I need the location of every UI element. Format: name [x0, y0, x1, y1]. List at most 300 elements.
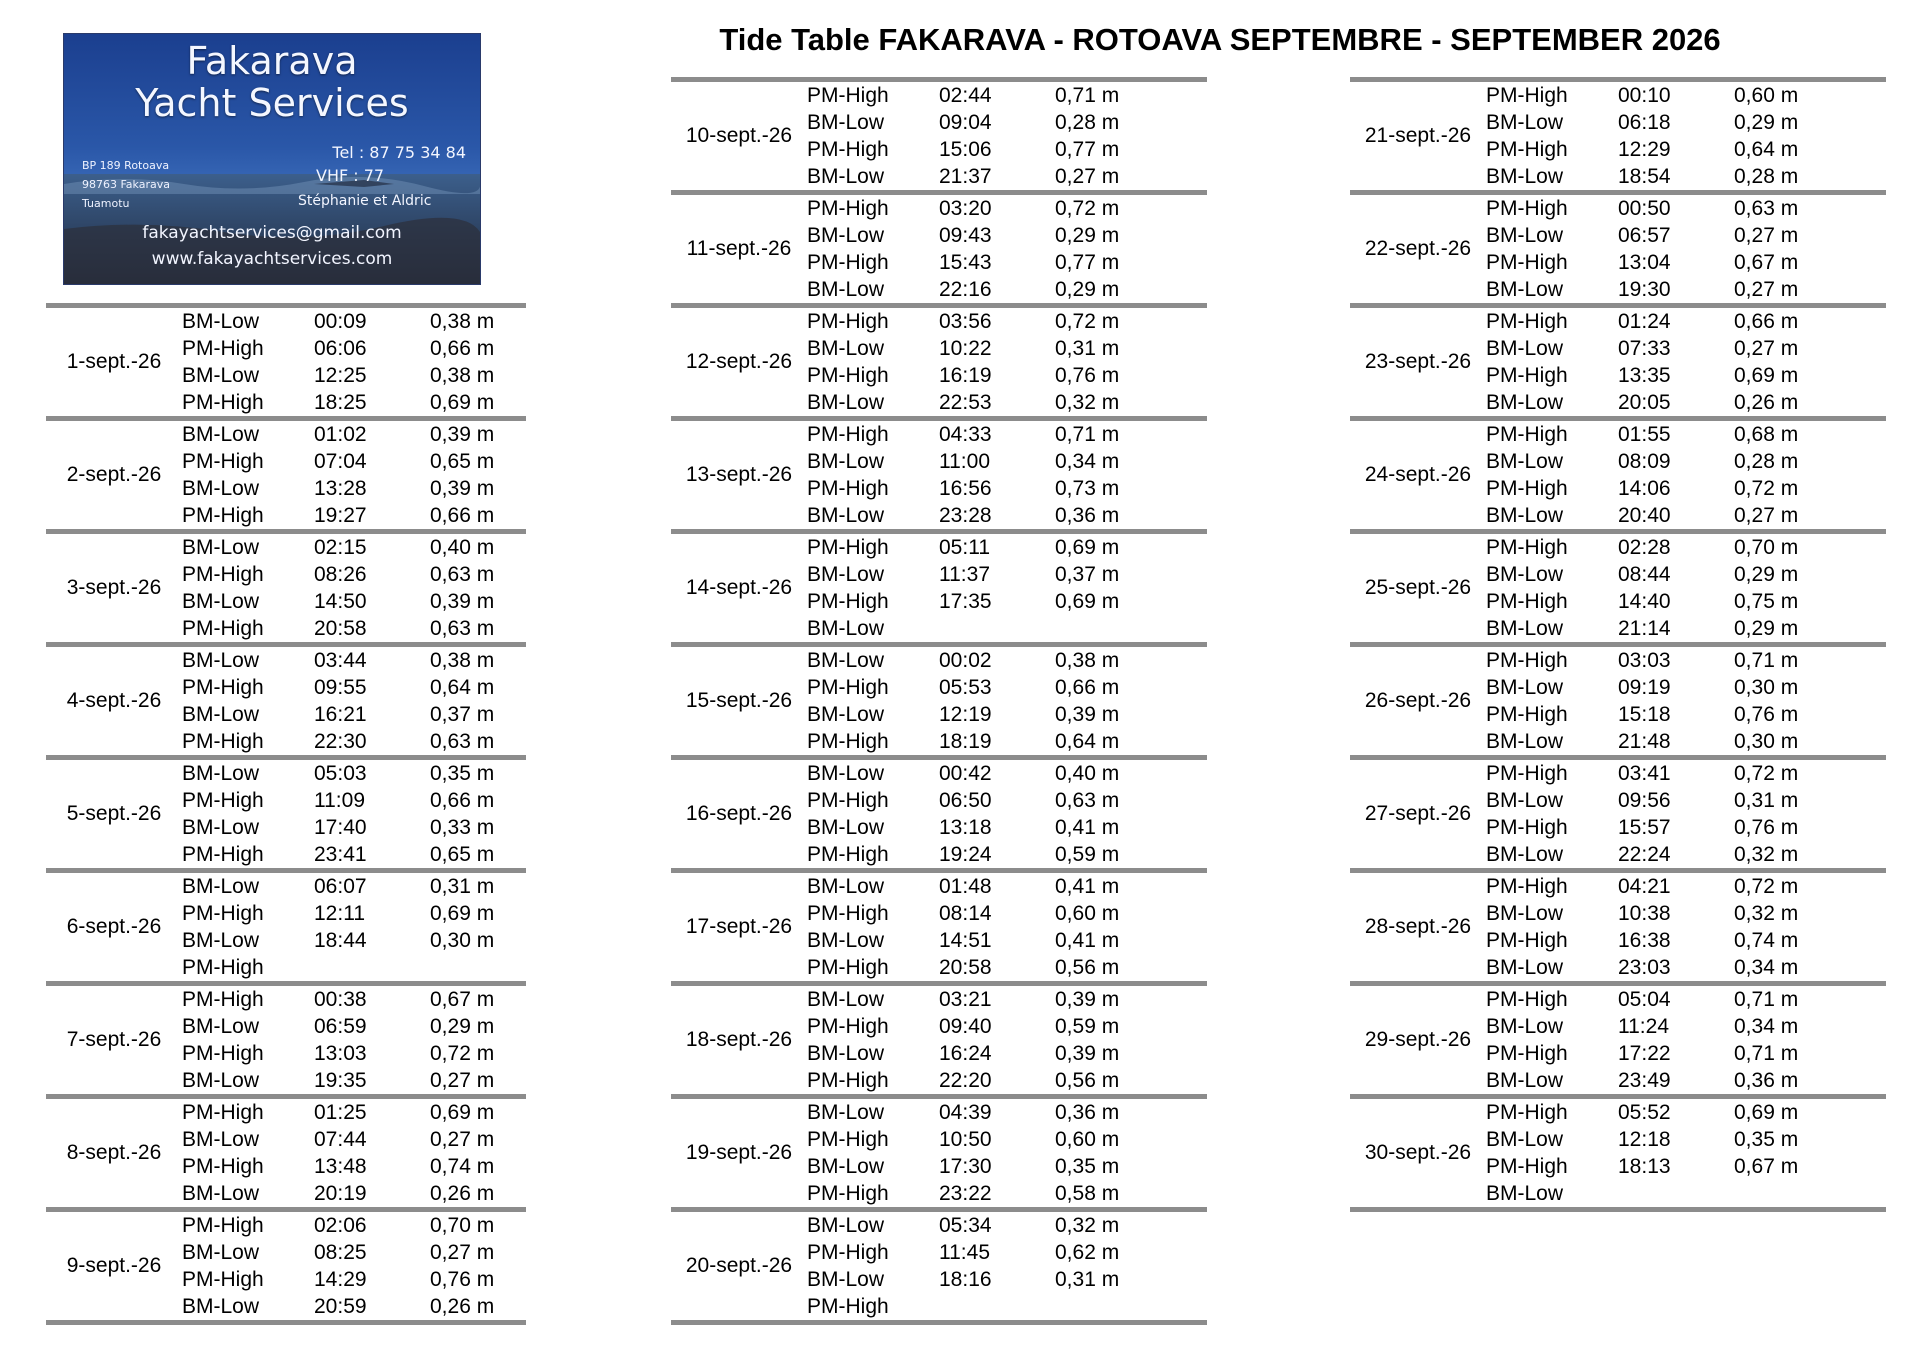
- tide-time: 16:38: [1618, 929, 1671, 952]
- tide-type: PM-High: [1486, 251, 1568, 274]
- tide-type: PM-High: [807, 138, 889, 161]
- tide-height: 0,36 m: [1734, 1069, 1799, 1092]
- tide-time: 09:55: [314, 676, 367, 699]
- tide-time: 01:25: [314, 1101, 367, 1124]
- day-block: [46, 308, 526, 421]
- tide-type: PM-High: [182, 617, 264, 640]
- tide-column-1: [46, 303, 526, 1325]
- day-date: 4-sept.-26: [66, 689, 162, 712]
- tide-time: 19:35: [314, 1069, 367, 1092]
- tide-time: 09:04: [939, 111, 992, 134]
- tide-height: 0,35 m: [430, 762, 495, 785]
- tide-height: 0,39 m: [430, 477, 495, 500]
- tide-time: 04:39: [939, 1101, 992, 1124]
- tide-time: 13:18: [939, 816, 992, 839]
- tide-time: 03:56: [939, 310, 992, 333]
- tide-time: 20:58: [314, 617, 367, 640]
- tide-time: 07:44: [314, 1128, 367, 1151]
- tide-type: BM-Low: [807, 111, 885, 134]
- tide-time: 09:43: [939, 224, 992, 247]
- day-date: 6-sept.-26: [66, 915, 162, 938]
- day-date: 15-sept.-26: [685, 689, 793, 712]
- tide-type: BM-Low: [182, 1015, 260, 1038]
- tide-height: 0,63 m: [430, 563, 495, 586]
- tide-time: 00:02: [939, 649, 992, 672]
- tide-time: 08:14: [939, 902, 992, 925]
- tide-time: 17:40: [314, 816, 367, 839]
- tide-height: 0,76 m: [1055, 364, 1120, 387]
- tide-time: 21:48: [1618, 730, 1671, 753]
- day-date: 25-sept.-26: [1364, 576, 1472, 599]
- tide-time: 03:20: [939, 197, 992, 220]
- tide-height: 0,32 m: [1055, 391, 1120, 414]
- tide-type: PM-High: [182, 337, 264, 360]
- tide-height: 0,32 m: [1734, 902, 1799, 925]
- tide-type: BM-Low: [1486, 450, 1564, 473]
- tide-type: BM-Low: [182, 703, 260, 726]
- logo-email: fakayachtservices@gmail.com: [142, 223, 402, 243]
- tide-type: BM-Low: [807, 703, 885, 726]
- tide-height: 0,27 m: [1734, 504, 1799, 527]
- tide-time: 00:50: [1618, 197, 1671, 220]
- day-block: [671, 1212, 1207, 1325]
- tide-type: BM-Low: [807, 988, 885, 1011]
- tide-time: 09:56: [1618, 789, 1671, 812]
- tide-time: 09:19: [1618, 676, 1671, 699]
- tide-height: 0,34 m: [1734, 1015, 1799, 1038]
- tide-type: PM-High: [807, 1128, 889, 1151]
- tide-height: 0,74 m: [1734, 929, 1799, 952]
- tide-time: 18:13: [1618, 1155, 1671, 1178]
- tide-type: BM-Low: [807, 617, 885, 640]
- tide-time: 19:24: [939, 843, 992, 866]
- tide-time: 11:09: [314, 789, 365, 812]
- day-block: [671, 873, 1207, 986]
- tide-height: 0,30 m: [430, 929, 495, 952]
- tide-type: PM-High: [182, 988, 264, 1011]
- day-date: 30-sept.-26: [1364, 1141, 1472, 1164]
- tide-height: 0,63 m: [430, 730, 495, 753]
- tide-type: BM-Low: [807, 450, 885, 473]
- tide-height: 0,72 m: [1734, 875, 1799, 898]
- tide-time: 10:50: [939, 1128, 992, 1151]
- tide-time: 05:34: [939, 1214, 992, 1237]
- tide-time: 15:06: [939, 138, 992, 161]
- tide-height: 0,38 m: [430, 364, 495, 387]
- tide-time: 08:44: [1618, 563, 1671, 586]
- tide-time: 10:22: [939, 337, 992, 360]
- tide-type: PM-High: [807, 676, 889, 699]
- tide-type: BM-Low: [807, 929, 885, 952]
- tide-height: 0,72 m: [1055, 197, 1120, 220]
- tide-type: PM-High: [807, 364, 889, 387]
- page-title: Tide Table FAKARAVA - ROTOAVA SEPTEMBRE - SEPTEMBER 2026: [719, 22, 1721, 57]
- tide-height: 0,74 m: [430, 1155, 495, 1178]
- tide-height: 0,69 m: [430, 391, 495, 414]
- tide-height: 0,27 m: [1055, 165, 1120, 188]
- tide-time: 23:28: [939, 504, 992, 527]
- tide-time: 01:55: [1618, 423, 1671, 446]
- tide-type: PM-High: [807, 251, 889, 274]
- tide-type: BM-Low: [182, 423, 260, 446]
- tide-type: BM-Low: [182, 364, 260, 387]
- tide-time: 08:26: [314, 563, 367, 586]
- tide-time: 15:18: [1618, 703, 1671, 726]
- tide-time: 22:20: [939, 1069, 992, 1092]
- tide-height: 0,29 m: [1734, 563, 1799, 586]
- tide-type: BM-Low: [807, 1042, 885, 1065]
- day-date: 8-sept.-26: [66, 1141, 162, 1164]
- tide-type: BM-Low: [1486, 504, 1564, 527]
- day-block: [46, 421, 526, 534]
- tide-height: 0,60 m: [1055, 1128, 1120, 1151]
- day-block: [1350, 1099, 1886, 1212]
- tide-time: 11:45: [939, 1241, 990, 1264]
- tide-type: PM-High: [1486, 816, 1568, 839]
- tide-type: PM-High: [1486, 1042, 1568, 1065]
- tide-height: 0,66 m: [1734, 310, 1799, 333]
- day-block: [46, 986, 526, 1099]
- tide-type: PM-High: [807, 84, 889, 107]
- day-block: [46, 873, 526, 986]
- tide-height: 0,39 m: [1055, 988, 1120, 1011]
- tide-time: 00:38: [314, 988, 367, 1011]
- tide-height: 0,71 m: [1055, 423, 1120, 446]
- day-date: 20-sept.-26: [685, 1254, 793, 1277]
- tide-height: 0,26 m: [430, 1295, 495, 1318]
- tide-height: 0,68 m: [1734, 423, 1799, 446]
- tide-time: 14:51: [939, 929, 992, 952]
- day-date: 3-sept.-26: [66, 576, 162, 599]
- tide-type: BM-Low: [182, 1295, 260, 1318]
- day-date: 28-sept.-26: [1364, 915, 1472, 938]
- day-block: [46, 647, 526, 760]
- logo-address-line2: 98763 Fakarava: [82, 178, 170, 191]
- tide-time: 11:24: [1618, 1015, 1669, 1038]
- tide-height: 0,27 m: [430, 1128, 495, 1151]
- tide-height: 0,66 m: [430, 789, 495, 812]
- logo-contacts: Stéphanie et Aldric: [298, 193, 432, 209]
- tide-time: 13:28: [314, 477, 367, 500]
- tide-height: 0,40 m: [430, 536, 495, 559]
- tide-height: 0,29 m: [1055, 278, 1120, 301]
- tide-time: 23:49: [1618, 1069, 1671, 1092]
- tide-height: 0,64 m: [1734, 138, 1799, 161]
- tide-time: 18:16: [939, 1268, 992, 1291]
- tide-time: 20:59: [314, 1295, 367, 1318]
- tide-type: PM-High: [182, 450, 264, 473]
- tide-height: 0,70 m: [1734, 536, 1799, 559]
- tide-type: PM-High: [182, 1214, 264, 1237]
- day-block: [1350, 647, 1886, 760]
- tide-type: BM-Low: [1486, 1182, 1564, 1205]
- tide-height: 0,73 m: [1055, 477, 1120, 500]
- tide-time: 12:18: [1618, 1128, 1671, 1151]
- day-date: 16-sept.-26: [685, 802, 793, 825]
- tide-time: 06:57: [1618, 224, 1671, 247]
- day-date: 21-sept.-26: [1364, 124, 1472, 147]
- day-date: 2-sept.-26: [66, 463, 162, 486]
- tide-type: BM-Low: [807, 1268, 885, 1291]
- tide-height: 0,63 m: [1055, 789, 1120, 812]
- tide-type: BM-Low: [182, 1069, 260, 1092]
- tide-type: PM-High: [182, 391, 264, 414]
- tide-type: PM-High: [1486, 929, 1568, 952]
- day-block: [1350, 873, 1886, 986]
- tide-type: PM-High: [807, 536, 889, 559]
- tide-type: BM-Low: [1486, 111, 1564, 134]
- tide-time: 02:15: [314, 536, 367, 559]
- tide-time: 16:19: [939, 364, 992, 387]
- tide-height: 0,30 m: [1734, 676, 1799, 699]
- tide-height: 0,28 m: [1055, 111, 1120, 134]
- logo-name-line1: Fakarava: [186, 39, 358, 83]
- tide-time: 17:35: [939, 590, 992, 613]
- tide-time: 20:05: [1618, 391, 1671, 414]
- tide-time: 00:42: [939, 762, 992, 785]
- tide-type: BM-Low: [807, 1214, 885, 1237]
- tide-height: 0,69 m: [1055, 590, 1120, 613]
- tide-height: 0,30 m: [1734, 730, 1799, 753]
- tide-height: 0,65 m: [430, 843, 495, 866]
- tide-height: 0,29 m: [1734, 111, 1799, 134]
- tide-height: 0,70 m: [430, 1214, 495, 1237]
- tide-type: PM-High: [807, 477, 889, 500]
- day-block: [671, 308, 1207, 421]
- tide-time: 14:40: [1618, 590, 1671, 613]
- tide-height: 0,66 m: [430, 337, 495, 360]
- tide-height: 0,77 m: [1055, 251, 1120, 274]
- day-block: [1350, 82, 1886, 195]
- tide-time: 23:03: [1618, 956, 1671, 979]
- tide-height: 0,27 m: [1734, 278, 1799, 301]
- tide-height: 0,39 m: [430, 423, 495, 446]
- tide-time: 05:11: [939, 536, 990, 559]
- tide-time: 06:06: [314, 337, 367, 360]
- tide-height: 0,36 m: [1055, 1101, 1120, 1124]
- tide-type: PM-High: [1486, 762, 1568, 785]
- tide-height: 0,56 m: [1055, 956, 1120, 979]
- tide-type: PM-High: [1486, 364, 1568, 387]
- tide-type: BM-Low: [807, 875, 885, 898]
- tide-type: BM-Low: [1486, 843, 1564, 866]
- tide-time: 19:27: [314, 504, 367, 527]
- tide-type: PM-High: [1486, 1155, 1568, 1178]
- day-date: 17-sept.-26: [685, 915, 793, 938]
- tide-height: 0,35 m: [1734, 1128, 1799, 1151]
- tide-type: BM-Low: [182, 1241, 260, 1264]
- tide-type: PM-High: [807, 423, 889, 446]
- tide-type: PM-High: [807, 789, 889, 812]
- tide-height: 0,72 m: [1055, 310, 1120, 333]
- day-separator: [46, 1320, 526, 1325]
- tide-type: BM-Low: [807, 1155, 885, 1178]
- logo-vhf: VHF : 77: [316, 166, 385, 185]
- tide-type: PM-High: [1486, 138, 1568, 161]
- tide-type: PM-High: [807, 843, 889, 866]
- tide-height: 0,28 m: [1734, 450, 1799, 473]
- tide-type: BM-Low: [807, 762, 885, 785]
- tide-type: BM-Low: [1486, 337, 1564, 360]
- tide-type: PM-High: [1486, 536, 1568, 559]
- tide-height: 0,41 m: [1055, 929, 1120, 952]
- tide-height: 0,29 m: [1734, 617, 1799, 640]
- logo-address-line1: BP 189 Rotoava: [82, 159, 170, 172]
- tide-time: 03:03: [1618, 649, 1671, 672]
- tide-time: 18:54: [1618, 165, 1671, 188]
- tide-height: 0,67 m: [430, 988, 495, 1011]
- tide-time: 07:33: [1618, 337, 1671, 360]
- tide-time: 02:28: [1618, 536, 1671, 559]
- day-date: 12-sept.-26: [685, 350, 793, 373]
- tide-time: 16:21: [314, 703, 367, 726]
- tide-time: 15:43: [939, 251, 992, 274]
- tide-time: 06:50: [939, 789, 992, 812]
- tide-time: 21:14: [1618, 617, 1671, 640]
- tide-height: 0,69 m: [1055, 536, 1120, 559]
- tide-height: 0,71 m: [1055, 84, 1120, 107]
- tide-height: 0,38 m: [430, 310, 495, 333]
- tide-height: 0,71 m: [1734, 988, 1799, 1011]
- tide-type: PM-High: [182, 1268, 264, 1291]
- tide-time: 14:50: [314, 590, 367, 613]
- tide-height: 0,27 m: [1734, 224, 1799, 247]
- day-block: [671, 82, 1207, 195]
- tide-height: 0,76 m: [1734, 816, 1799, 839]
- tide-height: 0,27 m: [1734, 337, 1799, 360]
- tide-time: 05:04: [1618, 988, 1671, 1011]
- tide-height: 0,37 m: [430, 703, 495, 726]
- tide-type: PM-High: [807, 197, 889, 220]
- day-date: 11-sept.-26: [686, 237, 792, 260]
- tide-height: 0,27 m: [430, 1241, 495, 1264]
- tide-type: PM-High: [182, 902, 264, 925]
- tide-time: 09:40: [939, 1015, 992, 1038]
- tide-type: BM-Low: [807, 165, 885, 188]
- tide-height: 0,56 m: [1055, 1069, 1120, 1092]
- tide-time: 12:11: [314, 902, 365, 925]
- tide-height: 0,39 m: [1055, 1042, 1120, 1065]
- tide-type: PM-High: [182, 956, 264, 979]
- tide-height: 0,31 m: [1055, 337, 1120, 360]
- tide-type: PM-High: [182, 730, 264, 753]
- tide-type: PM-High: [1486, 649, 1568, 672]
- tide-time: 22:30: [314, 730, 367, 753]
- tide-time: 21:37: [939, 165, 992, 188]
- tide-height: 0,60 m: [1734, 84, 1799, 107]
- tide-type: PM-High: [1486, 477, 1568, 500]
- tide-type: BM-Low: [182, 310, 260, 333]
- tide-type: PM-High: [1486, 197, 1568, 220]
- tide-height: 0,27 m: [430, 1069, 495, 1092]
- tide-height: 0,66 m: [430, 504, 495, 527]
- tide-type: BM-Low: [182, 762, 260, 785]
- day-block: [671, 195, 1207, 308]
- tide-type: PM-High: [807, 1241, 889, 1264]
- logo-website: www.fakayachtservices.com: [151, 249, 393, 269]
- tide-time: 08:25: [314, 1241, 367, 1264]
- tide-time: 14:06: [1618, 477, 1671, 500]
- tide-time: 13:04: [1618, 251, 1671, 274]
- tide-height: 0,37 m: [1055, 563, 1120, 586]
- tide-height: 0,76 m: [430, 1268, 495, 1291]
- day-date: 29-sept.-26: [1364, 1028, 1472, 1051]
- tide-time: 12:19: [939, 703, 992, 726]
- tide-height: 0,38 m: [430, 649, 495, 672]
- tide-time: 10:38: [1618, 902, 1671, 925]
- day-date: 27-sept.-26: [1364, 802, 1472, 825]
- tide-type: BM-Low: [807, 1101, 885, 1124]
- tide-height: 0,32 m: [1055, 1214, 1120, 1237]
- tide-column-3: [1350, 77, 1886, 1212]
- logo-address-line3: Tuamotu: [82, 197, 130, 210]
- tide-time: 03:41: [1618, 762, 1671, 785]
- tide-height: 0,69 m: [1734, 1101, 1799, 1124]
- tide-time: 05:52: [1618, 1101, 1671, 1124]
- tide-type: BM-Low: [1486, 1015, 1564, 1038]
- tide-type: BM-Low: [1486, 278, 1564, 301]
- day-date: 22-sept.-26: [1364, 237, 1472, 260]
- tide-time: 22:24: [1618, 843, 1671, 866]
- tide-height: 0,41 m: [1055, 875, 1120, 898]
- day-date: 14-sept.-26: [685, 576, 793, 599]
- tide-time: 02:06: [314, 1214, 367, 1237]
- tide-time: 01:02: [314, 423, 367, 446]
- tide-time: 17:30: [939, 1155, 992, 1178]
- tide-type: PM-High: [1486, 310, 1568, 333]
- tide-height: 0,58 m: [1055, 1182, 1120, 1205]
- tide-time: 00:10: [1618, 84, 1671, 107]
- tide-type: BM-Low: [1486, 224, 1564, 247]
- tide-type: BM-Low: [1486, 956, 1564, 979]
- day-block: [1350, 760, 1886, 873]
- tide-time: 11:37: [939, 563, 990, 586]
- tide-height: 0,75 m: [1734, 590, 1799, 613]
- tide-type: PM-High: [182, 1101, 264, 1124]
- tide-type: PM-High: [182, 1155, 264, 1178]
- tide-type: BM-Low: [182, 649, 260, 672]
- tide-time: 13:48: [314, 1155, 367, 1178]
- tide-type: BM-Low: [182, 590, 260, 613]
- day-block: [1350, 308, 1886, 421]
- tide-time: 13:03: [314, 1042, 367, 1065]
- tide-height: 0,62 m: [1055, 1241, 1120, 1264]
- tide-type: PM-High: [1486, 590, 1568, 613]
- tide-type: BM-Low: [182, 1182, 260, 1205]
- tide-height: 0,67 m: [1734, 1155, 1799, 1178]
- tide-time: 03:44: [314, 649, 367, 672]
- tide-time: 06:07: [314, 875, 367, 898]
- tide-type: PM-High: [807, 956, 889, 979]
- tide-height: 0,69 m: [1734, 364, 1799, 387]
- tide-type: PM-High: [807, 902, 889, 925]
- day-date: 5-sept.-26: [66, 802, 162, 825]
- tide-type: BM-Low: [1486, 165, 1564, 188]
- tide-type: BM-Low: [807, 649, 885, 672]
- day-block: [1350, 534, 1886, 647]
- tide-type: PM-High: [807, 1015, 889, 1038]
- tide-height: 0,77 m: [1055, 138, 1120, 161]
- tide-type: BM-Low: [182, 929, 260, 952]
- tide-time: 20:40: [1618, 504, 1671, 527]
- tide-type: BM-Low: [1486, 902, 1564, 925]
- tide-height: 0,33 m: [430, 816, 495, 839]
- tide-height: 0,29 m: [430, 1015, 495, 1038]
- tide-type: PM-High: [807, 730, 889, 753]
- tide-type: BM-Low: [1486, 617, 1564, 640]
- tide-type: BM-Low: [807, 391, 885, 414]
- tide-type: BM-Low: [807, 278, 885, 301]
